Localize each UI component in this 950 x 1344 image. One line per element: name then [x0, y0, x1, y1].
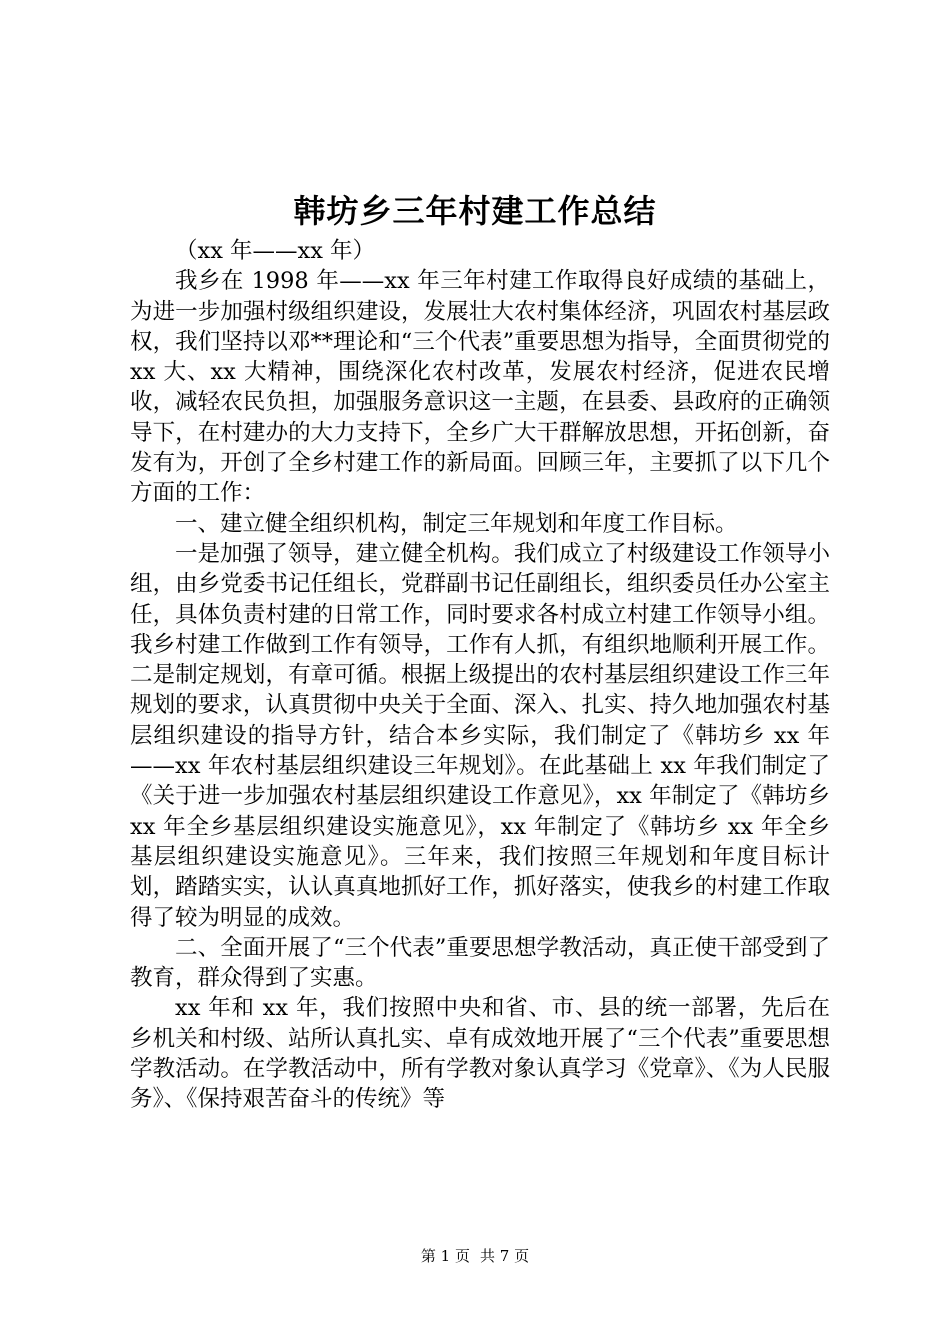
page-footer: [0, 1245, 950, 1266]
paragraph-intro: 我乡在 1998 年——xx 年三年村建工作取得良好成绩的基础上，为进一步加强村级组织建设，发展壮大农村集体经济，巩固农村基层政权，我们坚持以邓**理论和“三个代表”重要思想为指导，全面贯彻党的 xx 大、xx 大精神，围绕深化农村改革，发展农村经济，促进农民增收，减轻农民负担，加强服务意识这一主题，在县委、县政府的正确领导下，在村建办的大力支持下，全乡广大干群解放思想，开拓创新，奋发有为，开创了全乡村建工作的新局面。回顾三年，主要抓了以下几个方面的工作：: [130, 268, 830, 507]
paragraph-heading-two: 二、全面开展了“三个代表”重要思想学教活动，真正使干部受到了教育，群众得到了实惠。: [130, 934, 830, 992]
paragraph-section-two: xx 年和 xx 年，我们按照中央和省、市、县的统一部署，先后在乡机关和村级、站所认真扎实、卓有成效地开展了“三个代表”重要思想学教活动。在学教活动中，所有学教对象认真学习《党章》、《为人民服务》、《保持艰苦奋斗的传统》等: [130, 995, 830, 1113]
page-number: 第 1 页: [420, 1247, 470, 1265]
page-total: 共 7 页: [480, 1247, 530, 1265]
document-subtitle: （xx 年——xx 年）: [175, 238, 376, 264]
document-body: [130, 236, 830, 1115]
paragraph-section-one: 一是加强了领导，建立健全机构。我们成立了村级建设工作领导小组，由乡党委书记任组长，党群副书记任副组长，组织委员任办公室主任，具体负责村建的日常工作，同时要求各村成立村建工作领导小组。我乡村建工作做到工作有领导，工作有人抓，有组织地顺利开展工作。二是制定规划，有章可循。根据上级提出的农村基层组织建设工作三年规划的要求，认真贯彻中央关于全面、深入、扎实、持久地加强农村基层组织建设的指导方针，结合本乡实际，我们制定了《韩坊乡 xx 年——xx 年农村基层组织建设三年规划》。在此基础上 xx 年我们制定了《关于进一步加强农村基层组织建设工作意见》，xx 年制定了《韩坊乡 xx 年全乡基层组织建设实施意见》，xx 年制定了《韩坊乡 xx 年全乡基层组织建设实施意见》。三年来，我们按照三年规划和年度目标计划，踏踏实实，认认真真地抓好工作，抓好落实，使我乡的村建工作取得了较为明显的成效。: [130, 540, 830, 931]
document-title: 韩坊乡三年村建工作总结: [293, 192, 657, 230]
paragraph-heading-one: 一、建立健全组织机构，制定三年规划和年度工作目标。: [175, 510, 738, 537]
